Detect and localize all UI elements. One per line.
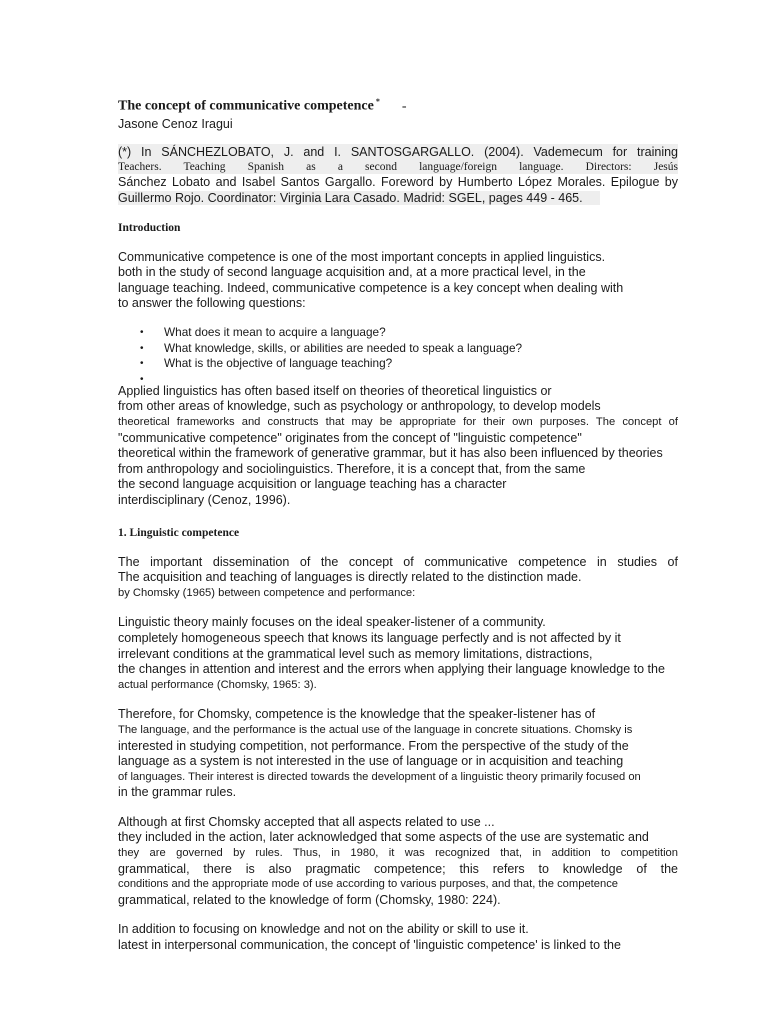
section-1-paragraph-1 xyxy=(118,555,678,602)
introduction-heading: Introduction xyxy=(118,221,181,234)
citation-line-text: Guillermo Rojo. Coordinator: Virginia Lara Casado. Madrid: SGEL, pages 449 - 465. xyxy=(118,190,583,205)
paragraph-line: of languages. Their interest is directed towards the development of a linguistic theory primarily focused on xyxy=(118,770,641,783)
citation-line: Sánchez Lobato and Isabel Santos Gargallo. Foreword by Humberto López Morales. Epilogue by xyxy=(118,174,678,189)
title-footnote-mark: * xyxy=(375,97,380,106)
paragraph-line: by Chomsky (1965) between competence and performance: xyxy=(118,586,416,599)
paragraph-line: in the grammar rules. xyxy=(118,785,237,800)
citation-line: (*) In SÁNCHEZLOBATO, J. and I. SANTOSGARGALLO. (2004). Vademecum for training xyxy=(118,144,678,159)
paragraph-line: they are governed by rules. Thus, in 1980, it was recognized that, in addition to competition xyxy=(118,847,678,860)
section-1-paragraph-4 xyxy=(118,815,678,909)
paragraph-line: Communicative competence is one of the most important concepts in applied linguistics. xyxy=(118,249,606,264)
paragraph-line: interdisciplinary (Cenoz, 1996). xyxy=(118,492,291,507)
paragraph-line: Therefore, for Chomsky, competence is the knowledge that the speaker-listener has of xyxy=(118,707,596,722)
citation-line: Teachers. Teaching Spanish as a second language/foreign language. Directors: Jesús xyxy=(118,160,678,173)
paragraph-line: grammatical, related to the knowledge of form (Chomsky, 1980: 224). xyxy=(118,892,501,907)
section-1-paragraph-2 xyxy=(118,615,678,693)
paragraph-line: to answer the following questions: xyxy=(118,296,306,311)
bullet-icon: • xyxy=(140,358,144,370)
paragraph-line: grammatical, there is also pragmatic competence; this refers to knowledge of the xyxy=(118,861,678,876)
bullet-icon: • xyxy=(140,373,144,385)
paragraph-line: theoretical frameworks and constructs that may be appropriate for their own purposes. The concept of xyxy=(118,416,678,428)
paragraph-line: language teaching. Indeed, communicative competence is a key concept when dealing with xyxy=(118,280,624,295)
paragraph-line: Applied linguistics has often based itself on theories of theoretical linguistics or xyxy=(118,383,552,398)
paragraph-line: interested in studying competition, not performance. From the perspective of the study of the xyxy=(118,738,629,753)
paragraph-line: Although at first Chomsky accepted that all aspects related to use ... xyxy=(118,814,495,829)
citation-block xyxy=(118,144,678,206)
title-dash: - xyxy=(401,98,407,114)
questions-list xyxy=(118,325,678,384)
paragraph-line: from other areas of knowledge, such as psychology or anthropology, to develop models xyxy=(118,399,601,414)
paragraph-line: conditions and the appropriate mode of use according to various purposes, and that, the competence xyxy=(118,878,619,891)
list-item xyxy=(118,341,678,357)
bullet-icon: • xyxy=(140,327,144,339)
paragraph-line: "communicative competence" originates from the concept of "linguistic competence" xyxy=(118,430,582,445)
citation-line xyxy=(118,190,678,206)
paragraph-line: The acquisition and teaching of languages is directly related to the distinction made. xyxy=(118,570,582,585)
author-name: Jasone Cenoz Iragui xyxy=(118,116,233,131)
list-item xyxy=(118,372,678,384)
paragraph-line: language as a system is not interested in the use of language or in acquisition and teaching xyxy=(118,754,624,769)
paragraph-line: the changes in attention and interest and the errors when applying their language knowledge to the xyxy=(118,662,665,677)
document-title-line xyxy=(118,92,678,117)
applied-linguistics-paragraph xyxy=(118,384,678,509)
list-item-text: What is the objective of language teaching? xyxy=(164,356,393,371)
list-item-text: What knowledge, skills, or abilities are needed to speak a language? xyxy=(164,340,523,355)
paragraph-line: latest in interpersonal communication, the concept of 'linguistic competence' is linked to the xyxy=(118,938,621,953)
section-1-paragraph-3 xyxy=(118,707,678,801)
list-item-text: What does it mean to acquire a language? xyxy=(164,325,386,340)
paragraph-line: irrelevant conditions at the grammatical level such as memory limitations, distractions, xyxy=(118,646,593,661)
intro-paragraph xyxy=(118,250,678,312)
bullet-icon: • xyxy=(140,342,144,354)
paragraph-line: the second language acquisition or language teaching has a character xyxy=(118,477,507,492)
paragraph-line: completely homogeneous speech that knows its language perfectly and is not affected by it xyxy=(118,630,621,645)
paragraph-line: they included in the action, later acknowledged that some aspects of the use are systematic and xyxy=(118,830,649,845)
paragraph-line: from anthropology and sociolinguistics. Therefore, it is a concept that, from the same xyxy=(118,461,586,476)
list-item xyxy=(118,356,678,372)
document-title: The concept of communicative competence xyxy=(118,98,374,114)
document-page xyxy=(118,92,678,954)
paragraph-line: The language, and the performance is the actual use of the language in concrete situations. Chomsky is xyxy=(118,723,633,736)
paragraph-line: Linguistic theory mainly focuses on the ideal speaker-listener of a community. xyxy=(118,615,546,630)
section-1-heading: 1. Linguistic competence xyxy=(118,526,240,539)
paragraph-line: In addition to focusing on knowledge and not on the ability or skill to use it. xyxy=(118,922,529,937)
list-item xyxy=(118,325,678,341)
paragraph-line: actual performance (Chomsky, 1965: 3). xyxy=(118,678,317,691)
paragraph-line: theoretical within the framework of generative grammar, but it has also been influenced by theories xyxy=(118,446,663,461)
section-1-paragraph-5 xyxy=(118,922,678,953)
paragraph-line: The important dissemination of the concept of communicative competence in studies of xyxy=(118,554,678,569)
paragraph-line: both in the study of second language acquisition and, at a more practical level, in the xyxy=(118,265,586,280)
